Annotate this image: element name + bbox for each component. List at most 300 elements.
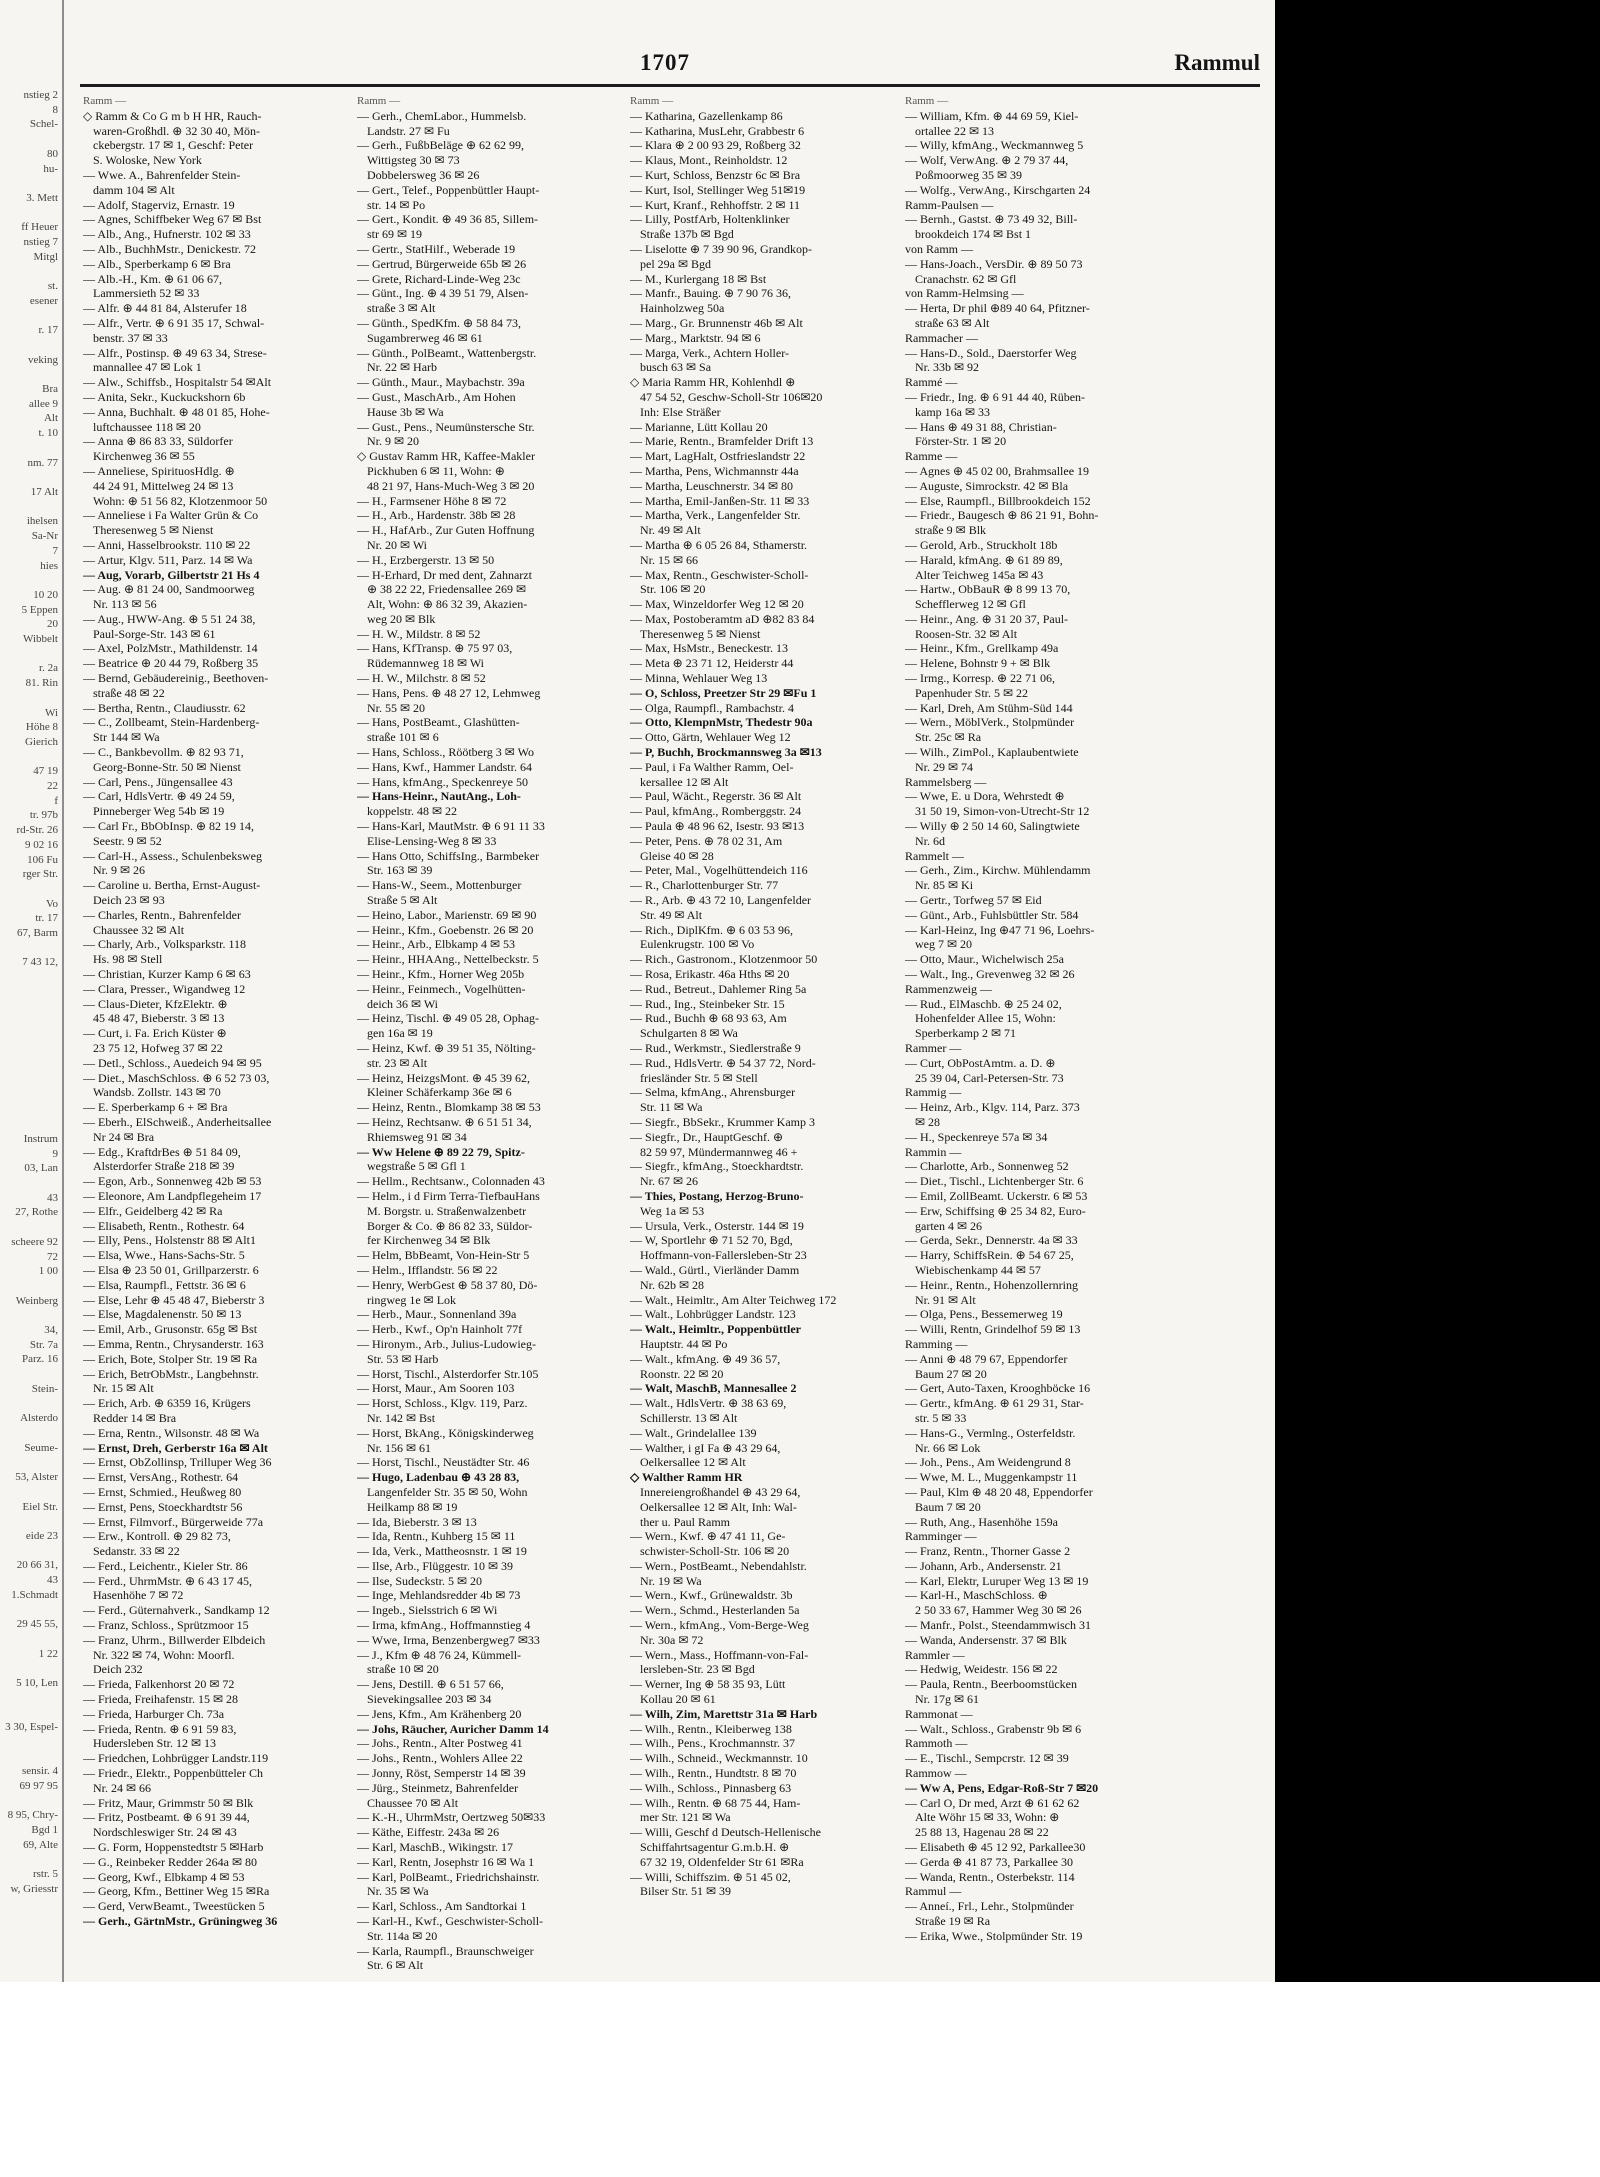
- directory-entry: — Jens, Kfm., Am Krähenberg 20: [357, 1706, 522, 1721]
- directory-entry: — Artur, Klgv. 511, Parz. 14 ✉ Wa: [83, 552, 253, 567]
- directory-entry: Nr. 113 ✉ 56: [93, 597, 157, 612]
- margin-fragment: 29 45 55,: [16, 1618, 58, 1631]
- margin-fragment: [0, 1088, 58, 1103]
- page-header: [80, 46, 1260, 86]
- directory-entry: — Otto, Maur., Wichelwisch 25a: [905, 952, 1064, 967]
- directory-entry: — Rud., Betreut., Dahlemer Ring 5a: [630, 981, 807, 996]
- directory-entry: — Horst, Schloss., Klgv. 119, Parz.: [357, 1396, 528, 1411]
- directory-entry: Hauptstr. 44 ✉ Po: [640, 1336, 728, 1351]
- margin-fragment: 8: [52, 103, 58, 116]
- margin-fragment: [0, 573, 58, 588]
- directory-entry: — Elsa, Raumpfl., Fettstr. 36 ✉ 6: [83, 1277, 246, 1292]
- directory-entry: Hs. 98 ✉ Stell: [93, 952, 163, 967]
- directory-entry: waren-Großhdl. ⊕ 32 30 40, Mön-: [93, 123, 261, 138]
- directory-entry: — H., Arb., Hardenstr. 38b ✉ 28: [357, 508, 516, 523]
- margin-fragment: Schel-: [29, 118, 58, 131]
- directory-entry: — Gert., Kondit. ⊕ 49 36 85, Sillem-: [357, 212, 539, 227]
- directory-entry: — Ernst, Schmied., Heußweg 80: [83, 1484, 242, 1499]
- directory-entry: — Wern., Schmd., Hesterlanden 5a: [630, 1603, 800, 1618]
- directory-entry: Rammelt —: [905, 848, 964, 863]
- margin-fragment: 67, Barm: [17, 927, 58, 940]
- directory-entry: — Herta, Dr phil ⊕89 40 64, Pfitzner-: [905, 301, 1090, 316]
- directory-entry: — Anneliese i Fa Walter Grün & Co: [83, 508, 259, 523]
- directory-entry: busch 63 ✉ Sa: [640, 360, 712, 375]
- margin-fragment: Eiel Str.: [22, 1500, 58, 1513]
- directory-entry: 47 54 52, Geschw-Scholl-Str 106✉20: [640, 389, 823, 404]
- directory-entry: Str. 49 ✉ Alt: [640, 907, 703, 922]
- margin-fragment: [0, 1367, 58, 1382]
- directory-entry: Straße 137b ✉ Bgd: [640, 227, 734, 242]
- directory-entry: — Fritz, Maur, Grimmstr 50 ✉ Blk: [83, 1795, 254, 1810]
- directory-entry: — Beatrice ⊕ 20 44 79, Roßberg 35: [83, 656, 259, 671]
- directory-entry: — Anneliese, SpirituosHdlg. ⊕: [83, 463, 235, 478]
- directory-entry: S. Woloske, New York: [93, 153, 202, 168]
- directory-entry: — Willy ⊕ 2 50 14 60, Salingtwiete: [905, 819, 1080, 834]
- directory-entry: — Heinz, Rechtsanw. ⊕ 6 51 51 34,: [357, 1114, 532, 1129]
- margin-fragment: Bra: [42, 383, 58, 396]
- directory-entry: — Max, Postoberamtm aD ⊕82 83 84: [630, 611, 815, 626]
- directory-entry: koppelstr. 48 ✉ 22: [367, 804, 458, 819]
- directory-entry: — Diet., MaschSchloss. ⊕ 6 52 73 03,: [83, 1070, 270, 1085]
- directory-entry: — Diet., Tischl., Lichtenberger Str. 6: [905, 1174, 1084, 1189]
- margin-fragment: [0, 132, 58, 147]
- directory-entry: — Emil, Arb., Grusonstr. 65g ✉ Bst: [83, 1322, 258, 1337]
- scanner-bottom-blank: [0, 1982, 1600, 2177]
- directory-entry: — Manfr., Polst., Steendammwisch 31: [905, 1618, 1091, 1633]
- margin-fragment: r. 2a: [39, 662, 58, 675]
- directory-entry: — Alb.-H., Km. ⊕ 61 06 67,: [83, 271, 223, 286]
- directory-entry: str. 5 ✉ 33: [915, 1410, 967, 1425]
- directory-entry: Weg 1a ✉ 53: [640, 1203, 705, 1218]
- directory-entry: — Hans, kfmAng., Speckenreye 50: [357, 774, 528, 789]
- directory-entry: — Ida, Verk., Mattheosnstr. 1 ✉ 19: [357, 1544, 527, 1559]
- margin-fragment: [0, 750, 58, 765]
- margin-fragment: Str. 7a: [29, 1338, 58, 1351]
- directory-entry: — Katharina, Gazellenkamp 86: [630, 108, 783, 123]
- directory-entry: — Alfr., Postinsp. ⊕ 49 63 34, Strese-: [83, 345, 267, 360]
- directory-entry: — Rud., Ing., Steinbeker Str. 15: [630, 996, 785, 1011]
- directory-entry: Nr. 17g ✉ 61: [915, 1692, 980, 1707]
- directory-entry: Straße 19 ✉ Ra: [915, 1914, 991, 1929]
- directory-entry: Rammacher —: [905, 330, 978, 345]
- directory-entry: — Charly, Arb., Volksparkstr. 118: [83, 937, 247, 952]
- directory-entry: Baum 27 ✉ 20: [915, 1366, 987, 1381]
- directory-entry: Nr. 9 ✉ 20: [367, 434, 420, 449]
- directory-entry: — G., Reinbeker Redder 264a ✉ 80: [83, 1854, 258, 1869]
- directory-entry: — Ferd., UhrmMstr. ⊕ 6 43 17 45,: [83, 1573, 253, 1588]
- directory-entry: — Johann, Arb., Andersenstr. 21: [905, 1558, 1062, 1573]
- margin-fragment: ff Heuer: [21, 221, 58, 234]
- directory-entry: — Wilh., Schloss., Pinnasberg 63: [630, 1780, 792, 1795]
- margin-fragment: [0, 1073, 58, 1088]
- directory-entry: Nr. 55 ✉ 20: [367, 700, 426, 715]
- directory-entry: — Carl, Pens., Jüngensallee 43: [83, 774, 233, 789]
- directory-entry: Str 144 ✉ Wa: [93, 730, 160, 745]
- directory-entry: Nr. 20 ✉ Wi: [367, 537, 428, 552]
- directory-entry: 23 75 12, Hofweg 37 ✉ 22: [93, 1041, 223, 1055]
- directory-entry: — Franz, Uhrm., Billwerder Elbdeich: [83, 1632, 266, 1647]
- directory-entry: — Wilh., ZimPol., Kaplaubentwiete: [905, 745, 1079, 760]
- directory-entry: Alt, Wohn: ⊕ 86 32 39, Akazien-: [367, 597, 528, 612]
- directory-entry: — Anni ⊕ 48 79 67, Eppendorfer: [905, 1351, 1068, 1366]
- margin-fragment: 5 10, Len: [16, 1676, 58, 1689]
- directory-entry: 45 48 47, Bieberstr. 3 ✉ 13: [93, 1011, 225, 1026]
- directory-entry: Rammer —: [905, 1041, 962, 1055]
- directory-entry: — Gertr., StatHilf., Weberade 19: [357, 241, 516, 256]
- directory-entry: — Paul, Klm ⊕ 48 20 48, Eppendorfer: [905, 1484, 1093, 1499]
- directory-entry: mer Str. 121 ✉ Wa: [640, 1810, 731, 1825]
- directory-entry: — Max, Rentn., Geschwister-Scholl-: [630, 567, 809, 582]
- directory-entry: — Heinr., Arb., Elbkamp 4 ✉ 53: [357, 937, 516, 952]
- margin-fragment: 1 00: [38, 1265, 58, 1278]
- margin-fragment: [0, 309, 58, 324]
- directory-entry: — Karl, Schloss., Am Sandtorkai 1: [357, 1899, 527, 1914]
- directory-entry: — Heinr., Feinmech., Vogelhütten-: [357, 981, 526, 996]
- directory-entry: — Ww A, Pens, Edgar-Roß-Str 7 ✉20: [905, 1780, 1099, 1795]
- directory-entry: Nr. 156 ✉ 61: [367, 1440, 432, 1455]
- directory-entry: — Ilse, Arb., Flüggestr. 10 ✉ 39: [357, 1558, 514, 1573]
- directory-entry: ◇ Ramm & Co G m b H HR, Rauch-: [83, 108, 262, 123]
- directory-entry: Georg-Bonne-Str. 50 ✉ Nienst: [93, 759, 241, 774]
- directory-entry: — Klara ⊕ 2 00 93 29, Roßberg 32: [630, 138, 801, 153]
- directory-entry: — C., Bankbevollm. ⊕ 82 93 71,: [83, 745, 244, 760]
- directory-entry: — Erna, Rentn., Wilsonstr. 48 ✉ Wa: [83, 1425, 260, 1440]
- directory-entry: — Marga, Verk., Achtern Holler-: [630, 345, 789, 360]
- directory-entry: — Marg., Marktstr. 94 ✉ 6: [630, 330, 761, 345]
- directory-entry: — Otto, KlempnMstr, Thedestr 90a: [630, 715, 813, 730]
- directory-entry: Str. 11 ✉ Wa: [640, 1100, 703, 1115]
- directory-entry: — Hans-Joach., VersDir. ⊕ 89 50 73: [905, 256, 1083, 271]
- directory-entry: — Wern., Kwf. ⊕ 47 41 11, Ge-: [630, 1529, 786, 1544]
- directory-entry: Deich 23 ✉ 93: [93, 893, 165, 908]
- directory-entry: — Heinr., Ang. ⊕ 31 20 37, Paul-: [905, 611, 1069, 626]
- directory-entry: Ramming —: [905, 1336, 968, 1351]
- directory-entry: deich 36 ✉ Wi: [367, 996, 439, 1011]
- directory-entry: — Paula ⊕ 48 96 62, Isestr. 93 ✉13: [630, 819, 805, 834]
- directory-entry: — Anita, Sekr., Kuckuckshorn 6b: [83, 389, 246, 404]
- directory-entry: — Jens, Destill. ⊕ 6 51 57 66,: [357, 1677, 504, 1692]
- margin-fragment: Mitgl: [33, 250, 58, 263]
- directory-entry: — Inge, Mehlandsredder 4b ✉ 73: [357, 1588, 521, 1603]
- directory-entry: — Grete, Richard-Linde-Weg 23c: [357, 271, 521, 286]
- directory-entry: — Eberh., ElSchweiß., Anderheitsallee: [83, 1114, 272, 1129]
- directory-entry: — Carl Fr., BbObInsp. ⊕ 82 19 14,: [83, 819, 255, 834]
- margin-fragment: veking: [28, 353, 58, 366]
- directory-entry: Baum 7 ✉ 20: [915, 1499, 981, 1514]
- directory-entry: — Paul, kfmAng., Romberggstr. 24: [630, 804, 802, 819]
- directory-entry: — Siegfr., Dr., HauptGeschf. ⊕: [630, 1129, 784, 1144]
- directory-entry: Papenhuder Str. 5 ✉ 22: [915, 685, 1029, 700]
- directory-entry: Cranachstr. 62 ✉ Gfl: [915, 271, 1017, 286]
- directory-entry: — Heinr., Rentn., Hohenzollernring: [905, 1277, 1078, 1292]
- margin-fragment: Alsterdo: [20, 1412, 58, 1425]
- directory-entry: — Helm., Ifflandstr. 56 ✉ 22: [357, 1262, 498, 1277]
- margin-fragment: 43: [47, 1191, 58, 1204]
- directory-entry: Hoffmann-von-Fallersleben-Str 23: [640, 1248, 807, 1263]
- directory-entry: Nr 24 ✉ Bra: [93, 1129, 155, 1144]
- directory-entry: — Paula, Rentn., Beerboomstücken: [905, 1677, 1077, 1692]
- directory-entry: — Ernst, Filmvorf., Bürgerweide 77a: [83, 1514, 264, 1529]
- directory-entry: — Rich., Gastronom., Klotzenmoor 50: [630, 952, 818, 967]
- directory-entry: — H., Erzbergerstr. 13 ✉ 50: [357, 552, 495, 567]
- directory-entry: — Wilh., Schneid., Weckmannstr. 10: [630, 1751, 808, 1766]
- margin-fragment: [0, 1044, 58, 1059]
- directory-entry: — M., Kurlergang 18 ✉ Bst: [630, 271, 767, 286]
- directory-entry: — Elsa, Wwe., Hans-Sachs-Str. 5: [83, 1248, 245, 1263]
- directory-entry: — Herb., Maur., Sonnenland 39a: [357, 1307, 517, 1322]
- directory-entry: Kollau 20 ✉ 61: [640, 1692, 716, 1707]
- directory-entry: Nr. 15 ✉ Alt: [93, 1381, 154, 1396]
- directory-entry: straße 9 ✉ Blk: [915, 523, 987, 538]
- directory-entry: — Mart, LagHalt, Ostfrieslandstr 22: [630, 449, 806, 464]
- margin-fragment: Höhe 8: [25, 721, 58, 734]
- margin-fragment: [0, 500, 58, 515]
- directory-entry: Nr. 322 ✉ 74, Wohn: Moorfl.: [93, 1647, 235, 1662]
- directory-entry: wegstraße 5 ✉ Gfl 1: [367, 1159, 466, 1174]
- directory-entry: — Gert., Telef., Poppenbüttler Haupt-: [357, 182, 540, 197]
- directory-entry: Sperberkamp 2 ✉ 71: [915, 1026, 1017, 1041]
- directory-entry: — Jonny, Röst, Semperstr 14 ✉ 39: [357, 1766, 526, 1781]
- directory-entry: mannallee 47 ✉ Lok 1: [93, 360, 202, 375]
- directory-entry: Theresenweg 5 ✉ Nienst: [640, 626, 761, 641]
- directory-entry: — Heinz, Rentn., Blomkamp 38 ✉ 53: [357, 1100, 541, 1115]
- directory-entry: Rhiemsweg 91 ✉ 34: [367, 1129, 467, 1144]
- directory-entry: — Gerh., Zim., Kirchw. Mühlendamm: [905, 863, 1091, 878]
- margin-fragment: [0, 1749, 58, 1764]
- directory-entry: — Walt., HdlsVertr. ⊕ 38 63 69,: [630, 1396, 787, 1411]
- directory-entry: — Wilh, Zim, Marettstr 31a ✉ Harb: [630, 1706, 818, 1721]
- directory-entry: Hohenfelder Allee 15, Wohn:: [915, 1011, 1056, 1026]
- margin-fragment: Sa-Nr: [31, 530, 58, 543]
- margin-fragment: [0, 338, 58, 353]
- directory-entry: — Bernh., Gastst. ⊕ 73 49 32, Bill-: [905, 212, 1078, 227]
- directory-entry: Oelkersallee 12 ✉ Alt, Inh: Wal-: [640, 1499, 797, 1514]
- directory-entry: Str. 25c ✉ Ra: [915, 730, 982, 745]
- directory-entry: str. 23 ✉ Alt: [367, 1055, 428, 1070]
- directory-entry: Bilser Str. 51 ✉ 39: [640, 1884, 732, 1899]
- margin-fragment: 81. Rin: [25, 677, 58, 690]
- margin-fragment: Wibbelt: [23, 633, 58, 646]
- directory-entry: — Wern., Kwf., Grünewaldstr. 3b: [630, 1588, 793, 1603]
- directory-entry: Str. 106 ✉ 20: [640, 582, 706, 597]
- directory-entry: — Heinr., Kfm., Horner Weg 205b: [357, 967, 525, 982]
- directory-entry: Hause 3b ✉ Wa: [367, 404, 444, 419]
- margin-fragment: tr. 17: [35, 912, 58, 925]
- margin-fragment: Gierich: [25, 735, 58, 748]
- directory-entry: — Günth., PolBeamt., Wattenbergstr.: [357, 345, 537, 360]
- directory-entry: — Henry, WerbGest ⊕ 58 37 80, Dö-: [357, 1277, 538, 1292]
- directory-entry: — Hellm., Rechtsanw., Colonnaden 43: [357, 1174, 545, 1189]
- directory-entry: — Rud., Werkmstr., Siedlerstraße 9: [630, 1041, 801, 1055]
- margin-fragment: [0, 1220, 58, 1235]
- directory-entry: — Karl, Rentn, Josephstr 16 ✉ Wa 1: [357, 1854, 535, 1869]
- directory-entry: — Erw., Kontroll. ⊕ 29 82 73,: [83, 1529, 231, 1544]
- margin-fragment: f: [54, 794, 58, 807]
- directory-entry: 25 39 04, Carl-Petersen-Str. 73: [915, 1070, 1064, 1085]
- directory-entry: — Joh., Pens., Am Weidengrund 8: [905, 1455, 1071, 1470]
- directory-entry: Roonstr. 22 ✉ 20: [640, 1366, 724, 1381]
- margin-fragment: [0, 1279, 58, 1294]
- directory-entry: Nr. 67 ✉ 26: [640, 1174, 699, 1189]
- margin-fragment: [0, 1852, 58, 1867]
- directory-entry: brookdeich 174 ✉ Bst 1: [915, 227, 1032, 242]
- directory-entry: — Siegfr., BbSekr., Krummer Kamp 3: [630, 1114, 815, 1129]
- directory-entry: — Caroline u. Bertha, Ernst-August-: [83, 878, 261, 893]
- directory-entry: — Karl, Dreh, Am Stühm-Süd 144: [905, 700, 1073, 715]
- directory-entry: — Wwe, Irma, Benzenbergweg7 ✉33: [357, 1632, 540, 1647]
- directory-entry: — Gerh., GärtnMstr., Grüningweg 36: [83, 1914, 278, 1929]
- margin-fragment: 1 22: [38, 1647, 58, 1660]
- directory-entry: — Alb., Ang., Hufnerstr. 102 ✉ 33: [83, 227, 251, 242]
- directory-entry: — Paul, i Fa Walther Ramm, Oel-: [630, 759, 794, 774]
- directory-entry: Alsterdorfer Straße 218 ✉ 39: [93, 1159, 235, 1174]
- margin-fragment: 03, Lan: [24, 1162, 58, 1175]
- directory-entry: lersleben-Str. 23 ✉ Bgd: [640, 1662, 755, 1677]
- margin-fragment: [0, 1514, 58, 1529]
- directory-entry: Eulenkrugstr. 100 ✉ Vo: [640, 937, 755, 952]
- directory-entry: Rammenzweig —: [905, 981, 992, 996]
- directory-entry: — Herb., Kwf., Op'n Hainholt 77f: [357, 1322, 523, 1337]
- directory-entry: Innereiengroßhandel ⊕ 43 29 64,: [640, 1484, 801, 1499]
- directory-entry: — R., Charlottenburger Str. 77: [630, 878, 779, 893]
- margin-fragment: [0, 1602, 58, 1617]
- directory-entry: — G. Form, Hoppenstedtstr 5 ✉Harb: [83, 1840, 264, 1855]
- directory-entry: Nr. 49 ✉ Alt: [640, 523, 701, 538]
- directory-entry: — Siegfr., kfmAng., Stoeckhardtstr.: [630, 1159, 804, 1174]
- margin-fragment: Seume-: [24, 1441, 58, 1454]
- margin-fragment: [0, 1544, 58, 1559]
- directory-entry: — Ernst, VersAng., Rothestr. 64: [83, 1470, 239, 1485]
- directory-entry: — Wanda, Andersenstr. 37 ✉ Blk: [905, 1632, 1067, 1647]
- directory-entry: schwister-Scholl-Str. 106 ✉ 20: [640, 1544, 790, 1559]
- directory-entry: — R., Arb. ⊕ 43 72 10, Langenfelder: [630, 893, 812, 908]
- margin-fragment: [0, 941, 58, 956]
- directory-entry: — Anni, Hasselbrookstr. 110 ✉ 22: [83, 537, 251, 552]
- margin-fragment: scheere 92: [11, 1235, 58, 1248]
- facing-page-margin: [0, 88, 58, 1968]
- directory-entry: 67 32 19, Oldenfelder Str 61 ✉Ra: [640, 1854, 804, 1869]
- directory-entry: — Katharina, MusLehr, Grabbestr 6: [630, 123, 805, 138]
- directory-entry: straße 63 ✉ Alt: [915, 315, 990, 330]
- margin-fragment: ihelsen: [26, 515, 58, 528]
- directory-entry: Nr. 91 ✉ Alt: [915, 1292, 976, 1307]
- directory-entry: Rammig —: [905, 1085, 962, 1100]
- directory-entry: — Heinr., Kfm., Grellkamp 49a: [905, 641, 1059, 656]
- directory-entry: Nr. 6d: [915, 833, 945, 848]
- margin-fragment: 3. Mett: [26, 191, 58, 204]
- margin-fragment: [0, 264, 58, 279]
- margin-fragment: Vo: [45, 897, 58, 910]
- directory-entry: — Kurt, Schloss, Benzstr 6c ✉ Bra: [630, 167, 801, 182]
- directory-entry: — H-Erhard, Dr med dent, Zahnarzt: [357, 567, 532, 582]
- directory-entry: — Curt, i. Fa. Erich Küster ⊕: [83, 1026, 227, 1041]
- directory-entry: — Rich., DiplKfm. ⊕ 6 03 53 96,: [630, 922, 794, 937]
- margin-fragment: [0, 1000, 58, 1015]
- directory-entry: — Karl, PolBeamt., Friedrichshainstr.: [357, 1869, 540, 1884]
- directory-entry: — Karl-Heinz, Ing ⊕47 71 96, Loehrs-: [905, 922, 1095, 937]
- margin-fragment: esener: [29, 294, 58, 307]
- directory-entry: — Carl-H., Assess., Schulenbeksweg: [83, 848, 262, 863]
- directory-entry: Nr. 66 ✉ Lok: [915, 1440, 981, 1455]
- directory-entry: — Willi, Geschf d Deutsch-Hellenische: [630, 1825, 821, 1840]
- directory-entry: Nordschleswiger Str. 24 ✉ 43: [93, 1825, 237, 1840]
- directory-entry: — Clara, Presser., Wigandweg 12: [83, 981, 246, 996]
- margin-fragment: 1.Schmadt: [11, 1588, 58, 1601]
- directory-entry: 44 24 91, Mittelweg 24 ✉ 13: [93, 478, 234, 493]
- directory-entry: — Walt, MaschB, Mannesallee 2: [630, 1381, 797, 1396]
- margin-fragment: 7: [52, 544, 58, 557]
- directory-entry: Rammin —: [905, 1144, 962, 1159]
- directory-column-1: [83, 94, 358, 1974]
- directory-entry: Nr. 9 ✉ 26: [93, 863, 146, 878]
- directory-entry: ringweg 1e ✉ Lok: [367, 1292, 457, 1307]
- directory-entry: Wittigsteg 30 ✉ 73: [367, 153, 460, 168]
- column-head: Ramm —: [357, 95, 401, 107]
- directory-entry: — H. W., Mildstr. 8 ✉ 52: [357, 626, 481, 641]
- margin-fragment: 8 95, Chry-: [7, 1809, 58, 1822]
- margin-fragment: 3 30, Espel-: [5, 1721, 58, 1734]
- directory-column-4: [905, 94, 1180, 1974]
- directory-entry: — Marie, Rentn., Bramfelder Drift 13: [630, 434, 814, 449]
- directory-entry: — Rud., HdlsVertr. ⊕ 54 37 72, Nord-: [630, 1055, 816, 1070]
- margin-fragment: 34,: [44, 1324, 58, 1337]
- directory-entry: — Manfr., Bauing. ⊕ 7 90 76 36,: [630, 286, 792, 301]
- directory-entry: — Karla, Raumpfl., Braunschweiger: [357, 1943, 534, 1958]
- directory-entry: — Ursula, Verk., Osterstr. 144 ✉ 19: [630, 1218, 804, 1233]
- directory-entry: — H., Farmsener Höhe 8 ✉ 72: [357, 493, 507, 508]
- directory-entry: Paul-Sorge-Str. 143 ✉ 61: [93, 626, 216, 641]
- directory-entry: — Rud., Buchh ⊕ 68 93 63, Am: [630, 1011, 787, 1026]
- directory-entry: — Ferd., Güternahverk., Sandkamp 12: [83, 1603, 270, 1618]
- margin-fragment: [0, 1735, 58, 1750]
- directory-entry: — Erich, Arb. ⊕ 6359 16, Krügers: [83, 1396, 251, 1411]
- directory-entry: — Martha, Emil-Janßen-Str. 11 ✉ 33: [630, 493, 810, 508]
- margin-fragment: [0, 441, 58, 456]
- margin-fragment: st.: [47, 280, 58, 293]
- directory-entry: — Ida, Rentn., Kuhberg 15 ✉ 11: [357, 1529, 516, 1544]
- directory-entry: — Jürg., Steinmetz, Bahrenfelder: [357, 1780, 519, 1795]
- directory-entry: Nr. 62b ✉ 28: [640, 1277, 705, 1292]
- directory-entry: — Agnes, Schiffbeker Weg 67 ✉ Bst: [83, 212, 262, 227]
- directory-entry: — William, Kfm. ⊕ 44 69 59, Kiel-: [905, 108, 1079, 123]
- directory-entry: — Anneí., Frl., Lehr., Stolpmünder: [905, 1899, 1074, 1914]
- directory-entry: — Emil, ZollBeamt. Uckerstr. 6 ✉ 53: [905, 1188, 1088, 1203]
- directory-entry: — Carl O, Dr med, Arzt ⊕ 61 62 62: [905, 1795, 1080, 1810]
- directory-entry: Wiebischenkamp 44 ✉ 57: [915, 1262, 1041, 1277]
- directory-entry: Inh: Else Sträßer: [640, 404, 721, 419]
- directory-entry: Nr. 29 ✉ 74: [915, 759, 974, 774]
- directory-entry: Ramminger —: [905, 1529, 977, 1544]
- directory-entry: — Günt., Arb., Fuhlsbüttler Str. 584: [905, 907, 1079, 922]
- directory-entry: straße 101 ✉ 6: [367, 730, 439, 745]
- directory-entry: — Claus-Dieter, KfzElektr. ⊕: [83, 996, 228, 1011]
- directory-entry: — H., Speckenreye 57a ✉ 34: [905, 1129, 1048, 1144]
- margin-fragment: 7 43 12,: [22, 956, 58, 969]
- directory-entry: Deich 232: [93, 1662, 143, 1677]
- directory-entry: — Heinr., HHAAng., Nettelbeckstr. 5: [357, 952, 539, 967]
- margin-fragment: 69, Alte: [23, 1838, 58, 1851]
- margin-fragment: eide 23: [25, 1529, 58, 1542]
- directory-entry: — Wilh., Rentn., Kleiberweg 138: [630, 1721, 792, 1736]
- directory-entry: straße 10 ✉ 20: [367, 1662, 439, 1677]
- margin-fragment: [0, 1705, 58, 1720]
- directory-entry: — Rosa, Erikastr. 46a Hths ✉ 20: [630, 967, 790, 982]
- directory-entry: Dobbelersweg 36 ✉ 26: [367, 167, 480, 182]
- directory-entry: — Lilly, PostfArb, Holtenklinker: [630, 212, 790, 227]
- binding-gutter: [62, 0, 64, 1982]
- margin-fragment: 43: [47, 1574, 58, 1587]
- directory-entry: Straße 5 ✉ Alt: [367, 893, 438, 908]
